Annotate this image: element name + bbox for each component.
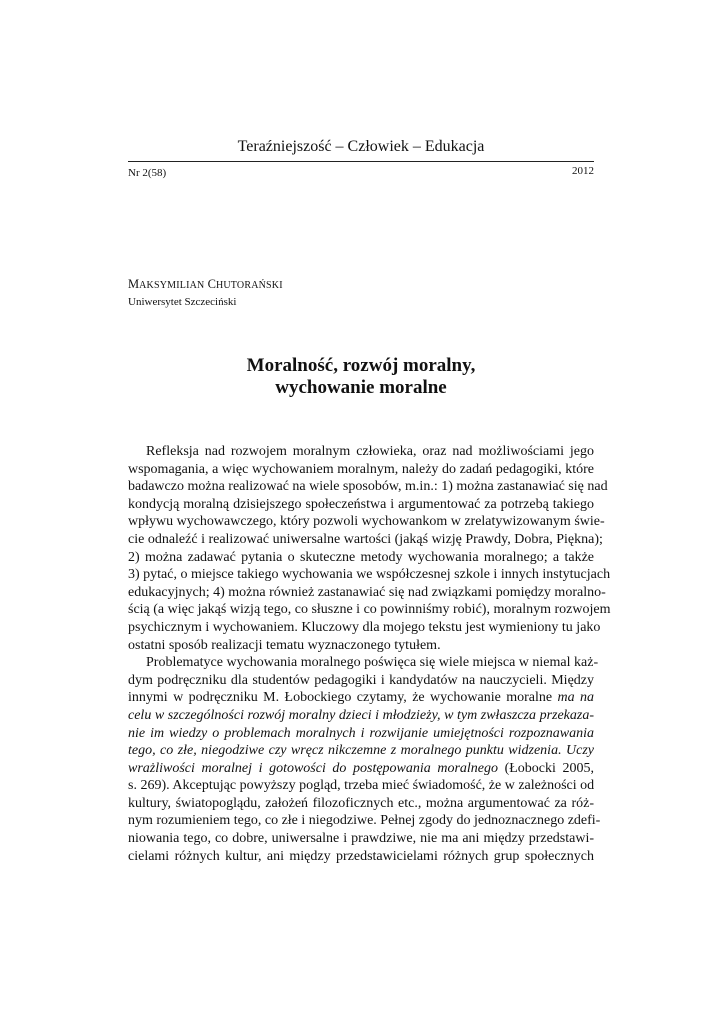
- body-line: kultury, światopoglądu, założeń filozoficznych etc., można argumentować za róż-: [128, 795, 594, 811]
- body-line: psychicznym i wychowaniem. Kluczowy dla mojego tekstu jest wymieniony tu jako: [128, 619, 601, 635]
- article-body: [128, 443, 611, 865]
- header-rule: [128, 161, 594, 162]
- body-line: wrażliwości moralnej i gotowości do postępowania moralnego (Łobocki 2005,: [128, 760, 594, 776]
- body-line: 3) pytać, o miejsce takiego wychowania we współczesnej szkole i innych instytucjach: [128, 567, 611, 583]
- body-line: tego, co złe, niegodziwe czy wręcz nikczemne z moralnego punktu widzenia. Uczy: [128, 743, 594, 759]
- author-affiliation: Uniwersytet Szczeciński: [128, 296, 237, 308]
- body-line: wpływu wychowawczego, który pozwoli wychowankom w zrelatywizowanym świe-: [128, 514, 605, 530]
- author-first-initial: M: [128, 277, 140, 291]
- author-first-rest: AKSYMILIAN: [139, 280, 205, 291]
- body-line: Refleksja nad rozwojem moralnym człowieka, oraz nad możliwościami jego: [146, 444, 594, 459]
- article-title-line-1: Moralność, rozwój moralny,: [246, 355, 476, 376]
- body-line: cie odnaleźć i realizować uniwersalne wartości (jakąś wizję Prawdy, Dobra, Piękna);: [128, 531, 603, 547]
- article-title-line-2: wychowanie moralne: [275, 377, 447, 398]
- body-line: badawczo można realizować na wiele sposobów, m.in.: 1) można zastanawiać się nad: [128, 479, 608, 495]
- issue-number: Nr 2(58): [128, 167, 167, 179]
- body-line: wspomagania, a więc wychowaniem moralnym, należy do zadań pedagogiki, które: [128, 461, 594, 477]
- body-line: ostatni sposób realizacji tematu wyznaczonego tytułem.: [128, 637, 441, 653]
- journal-title: Teraźniejszość – Człowiek – Edukacja: [237, 138, 485, 155]
- body-line: nym rozumieniem tego, co złe i niegodziwe. Pełnej zgody do jednoznacznego zdefi-: [128, 813, 601, 829]
- publication-year: 2012: [572, 165, 594, 177]
- body-line: kondycją moralną dzisiejszego społeczeństwa i argumentować za potrzebą takiego: [128, 496, 594, 512]
- author-last-rest: HUTORAŃSKI: [215, 280, 283, 291]
- body-line: niowania tego, co dobre, uniwersalne i prawdziwe, nie ma ani między przedstawi-: [128, 831, 594, 847]
- body-line: ścią (a więc jakąś wizją tego, co słuszne i co powinniśmy robić), moralnym rozwojem: [128, 602, 611, 618]
- body-line: s. 269). Akceptując powyższy pogląd, trzeba mieć świadomość, że w zależności od: [128, 778, 595, 794]
- body-line: dym podręczniku dla studentów pedagogiki i kandydatów na nauczycieli. Między: [128, 672, 594, 688]
- author-last-initial: C: [207, 277, 216, 291]
- author-name: [128, 276, 283, 294]
- body-line: Problematyce wychowania moralnego poświęca się wiele miejsca w niemal każ-: [146, 655, 599, 671]
- body-line: nie im wiedzy o problemach moralnych i rozwijanie umiejętności rozpoznawania: [128, 725, 594, 741]
- body-line: 2) można zadawać pytania o skuteczne metody wychowania moralnego; a także: [128, 549, 594, 565]
- body-line: celu w szczególności rozwój moralny dzieci i młodzieży, w tym zwłaszcza przekaza-: [128, 707, 594, 723]
- body-line: edukacyjnych; 4) można również zastanawiać się nad związkami pomiędzy moralno-: [128, 584, 606, 600]
- article-title: [128, 355, 594, 399]
- body-line: cielami różnych kultur, ani między przedstawicielami różnych grup społecznych: [128, 848, 594, 864]
- body-line: innymi w podręczniku M. Łobockiego czytamy, że wychowanie moralne ma na: [128, 690, 594, 706]
